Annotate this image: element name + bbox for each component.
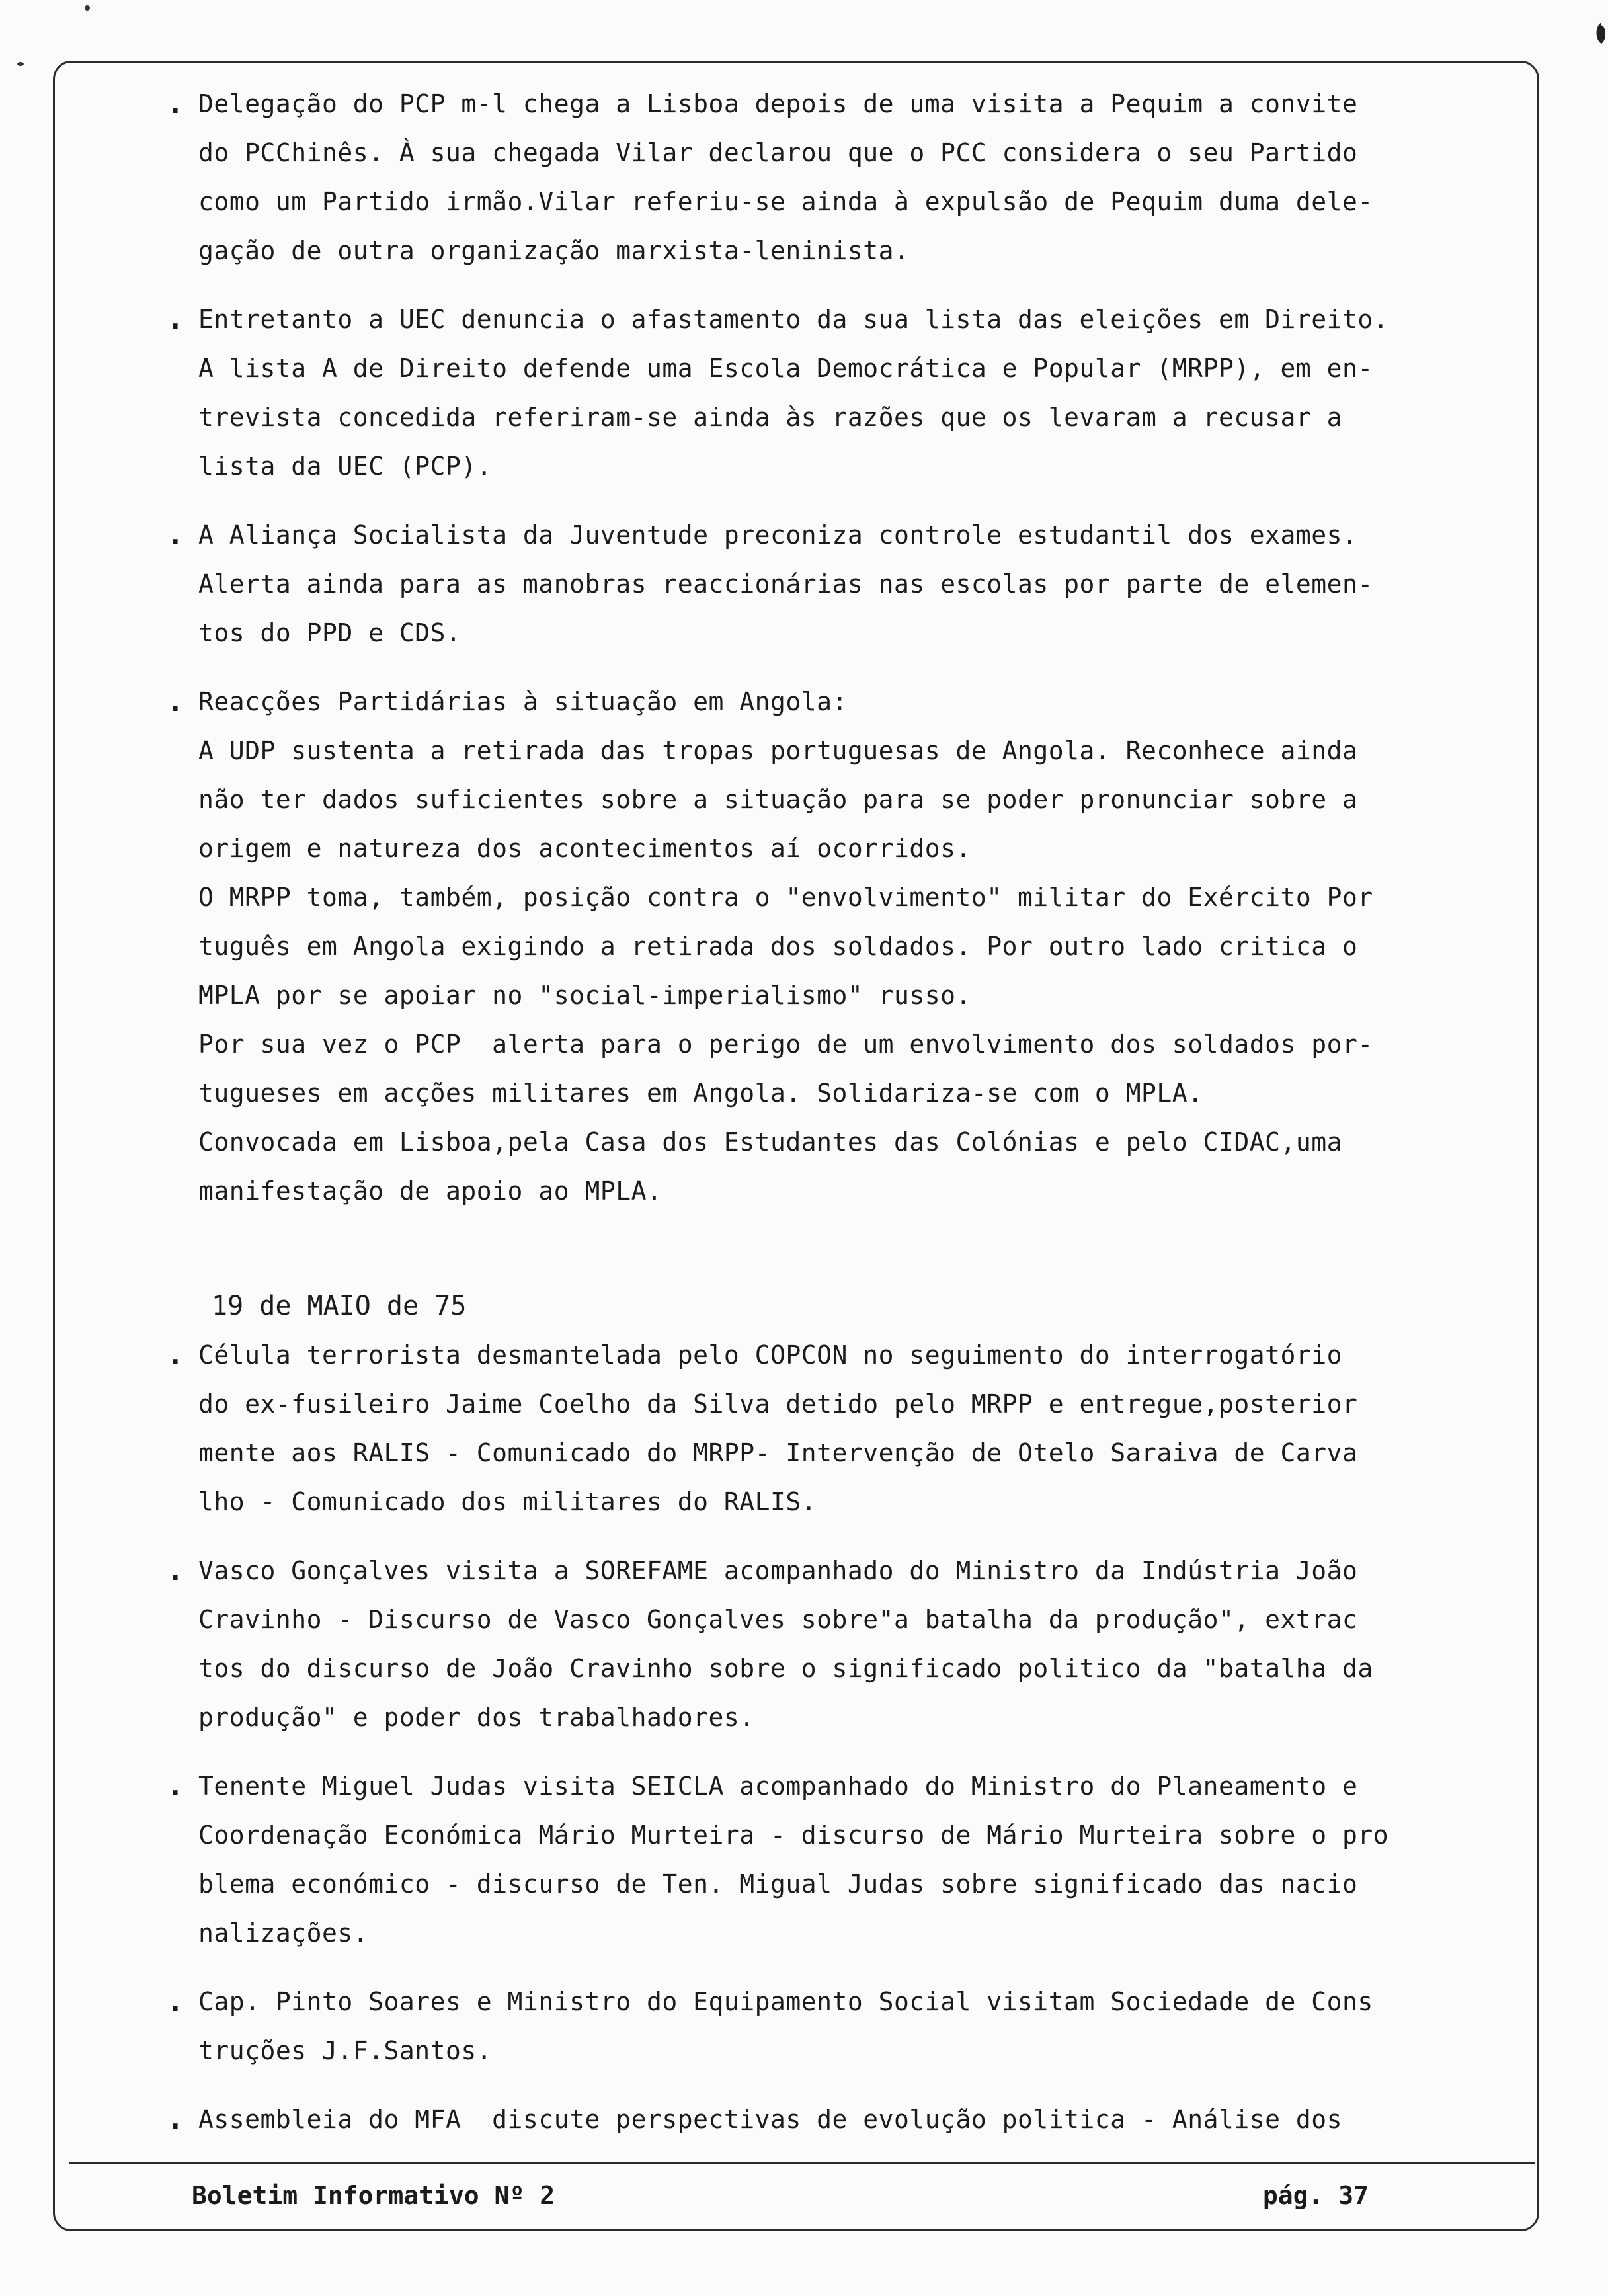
news-item (166, 1977, 1494, 2075)
news-item-line: MPLA por se apoiar no "social-imperialismo" russo. (198, 981, 971, 1010)
news-item (166, 677, 1494, 1215)
news-item-line: produção" e poder dos trabalhadores. (198, 1703, 755, 1732)
news-item-line: como um Partido irmão.Vilar referiu-se ainda à expulsão de Pequim duma dele- (198, 187, 1373, 216)
bulletin-title: Boletim Informativo Nº 2 (192, 2181, 555, 2210)
news-item (166, 1546, 1494, 1742)
news-section-may-18 (166, 79, 1494, 1215)
news-item-line: tugueses em acções militares em Angola. Solidariza-se com o MPLA. (198, 1079, 1203, 1108)
news-item-line: lista da UEC (PCP). (198, 452, 493, 481)
news-item-line: Cravinho - Discurso de Vasco Gonçalves sobre"a batalha da produção", extrac (198, 1605, 1358, 1634)
news-item-line: truções J.F.Santos. (198, 2036, 493, 2065)
news-item-line: nalizações. (198, 1918, 369, 1948)
bullet-mark: . (166, 302, 184, 336)
news-item-line: A lista A de Direito defende uma Escola Democrática e Popular (MRPP), em en- (198, 354, 1373, 383)
news-item-line: Célula terrorista desmantelada pelo COPCON no seguimento do interrogatório (198, 1340, 1342, 1370)
news-item-line: blema económico - discurso de Ten. Migual Judas sobre significado das nacio (198, 1869, 1358, 1899)
news-item-line: Alerta ainda para as manobras reaccionárias nas escolas por parte de elemen- (198, 569, 1373, 598)
news-item-line: Convocada em Lisboa,pela Casa dos Estudantes das Colónias e pelo CIDAC,uma (198, 1128, 1342, 1157)
news-item-line: manifestação de apoio ao MPLA. (198, 1176, 663, 1206)
news-item-line: Coordenação Económica Mário Murteira - discurso de Mário Murteira sobre o pro (198, 1821, 1389, 1850)
corner-mark-icon (1592, 20, 1608, 46)
bullet-mark: . (166, 1338, 184, 1372)
news-item (166, 511, 1494, 657)
news-item-line: não ter dados suficientes sobre a situação para se poder pronunciar sobre a (198, 785, 1358, 814)
news-item (166, 1762, 1494, 1957)
bullet-mark: . (166, 1553, 184, 1587)
news-item-line: Reacções Partidárias à situação em Angola: (198, 687, 848, 716)
bullet-mark: . (166, 1985, 184, 2018)
news-item-line: Delegação do PCP m-l chega a Lisboa depois de uma visita a Pequim a convite (198, 89, 1358, 118)
news-item-line: do ex-fusileiro Jaime Coelho da Silva detido pelo MRPP e entregue,posterior (198, 1389, 1358, 1418)
news-item-line: Por sua vez o PCP alerta para o perigo de um envolvimento dos soldados por- (198, 1030, 1373, 1059)
news-item-line: Cap. Pinto Soares e Ministro do Equipamento Social visitam Sociedade de Cons (198, 1987, 1373, 2016)
news-item-line: origem e natureza dos acontecimentos aí ocorridos. (198, 834, 971, 863)
news-item-line: mente aos RALIS - Comunicado do MRPP- Intervenção de Otelo Saraiva de Carva (198, 1438, 1358, 1467)
bullet-mark: . (166, 1769, 184, 1803)
scan-speck (17, 62, 24, 66)
news-item-line: Entretanto a UEC denuncia o afastamento da sua lista das eleições em Direito. (198, 305, 1389, 334)
news-item-line: Tenente Miguel Judas visita SEICLA acompanhado do Ministro do Planeamento e (198, 1772, 1358, 1801)
news-item-line: Vasco Gonçalves visita a SOREFAME acompanhado do Ministro da Indústria João (198, 1556, 1358, 1585)
scan-speck (85, 5, 90, 11)
news-item (166, 79, 1494, 275)
page-content (166, 79, 1494, 2164)
news-item (166, 295, 1494, 491)
bullet-mark: . (166, 684, 184, 718)
news-item-line: tuguês em Angola exigindo a retirada dos soldados. Por outro lado critica o (198, 932, 1358, 961)
news-item-line: A UDP sustenta a retirada das tropas portuguesas de Angola. Reconhece ainda (198, 736, 1358, 765)
news-item-line: A Aliança Socialista da Juventude preconiza controle estudantil dos exames. (198, 520, 1358, 550)
bullet-mark: . (166, 87, 184, 120)
news-item-line: gação de outra organização marxista-leninista. (198, 236, 910, 265)
bullet-mark: . (166, 2102, 184, 2136)
news-item (166, 1331, 1494, 1526)
news-item-line: Assembleia do MFA discute perspectivas de evolução politica - Análise dos (198, 2105, 1342, 2134)
news-item-line: tos do PPD e CDS. (198, 618, 462, 647)
news-item-line: do PCChinês. À sua chegada Vilar declarou que o PCC considera o seu Partido (198, 138, 1358, 167)
news-section-may-19 (166, 1331, 1494, 2144)
news-item-line: lho - Comunicado dos militares do RALIS. (198, 1487, 817, 1516)
news-item (166, 2095, 1494, 2144)
page-number: pág. 37 (1262, 2181, 1369, 2210)
news-item-line: trevista concedida referiram-se ainda às razões que os levaram a recusar a (198, 403, 1342, 432)
news-item-line: tos do discurso de João Cravinho sobre o significado politico da "batalha da (198, 1654, 1373, 1683)
date-heading: 19 de MAIO de 75 (212, 1291, 467, 1321)
news-item-line: O MRPP toma, também, posição contra o "envolvimento" militar do Exército Por (198, 883, 1373, 912)
bullet-mark: . (166, 518, 184, 552)
